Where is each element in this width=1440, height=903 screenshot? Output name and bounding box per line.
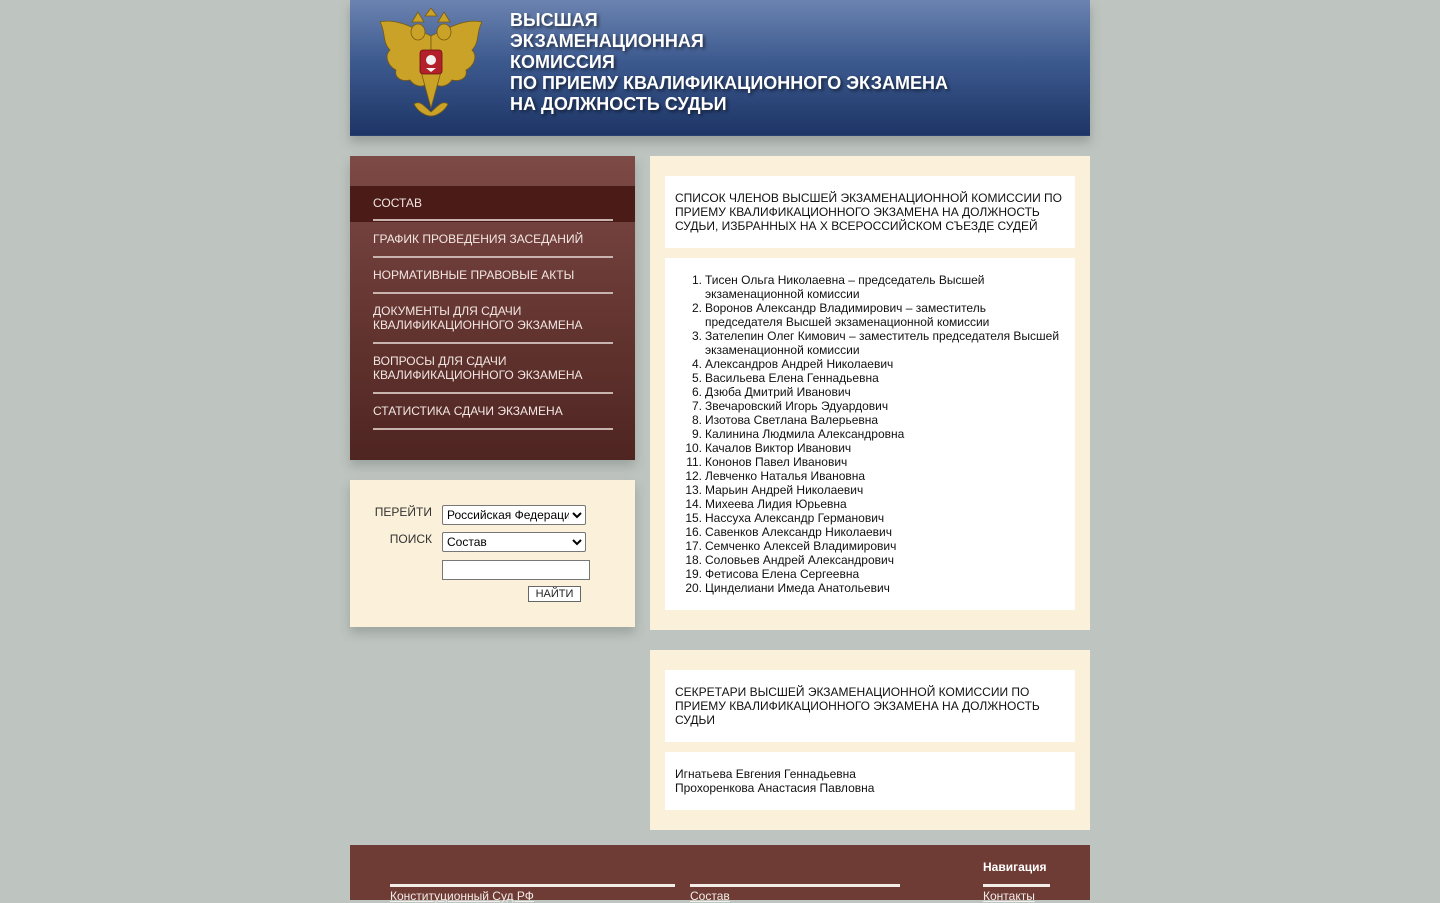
members-heading: СПИСОК ЧЛЕНОВ ВЫСШЕЙ ЭКЗАМЕНАЦИОННОЙ КОМИССИИ ПО ПРИЕМУ КВАЛИФИКАЦИОННОГО ЭКЗАМЕНА НА ДОЛЖНОСТЬ СУДЬИ, ИЗБРАННЫХ НА X ВСЕРОССИЙСКОМ СЪЕЗДЕ СУДЕЙ xyxy=(675,191,1062,233)
menu-item-questions[interactable] xyxy=(350,344,635,394)
member-name: Нассуха Александр Германович xyxy=(705,511,885,525)
secretary-name: Прохоренкова Анастасия Павловна xyxy=(675,781,875,795)
footer-link-composition[interactable]: Состав xyxy=(690,889,730,903)
member-name: Качалов Виктор Иванович xyxy=(705,441,852,455)
site-title-line: ЭКЗАМЕНАЦИОННАЯ xyxy=(510,31,704,51)
site-title-line: ВЫСШАЯ xyxy=(510,10,598,30)
menu-item-statistics[interactable] xyxy=(350,394,635,430)
member-name: Семченко Алексей Владимирович xyxy=(705,539,897,553)
menu-item-schedule[interactable] xyxy=(350,222,635,258)
site-title xyxy=(510,10,948,115)
russian-coat-of-arms-icon[interactable] xyxy=(374,8,488,118)
member-name: Зателепин Олег Кимович – заместитель председателя Высшей экзаменационной комиссии xyxy=(705,329,1060,357)
member-name: Звечаровский Игорь Эдуардович xyxy=(705,399,889,413)
menu-divider xyxy=(373,219,613,221)
member-number: 4. xyxy=(691,357,702,371)
member-item xyxy=(691,357,1065,371)
menu-item-label: СТАТИСТИКА СДАЧИ ЭКЗАМЕНА xyxy=(373,404,563,418)
member-name: Тисен Ольга Николаевна – председатель Высшей экзаменационной комиссии xyxy=(705,273,985,301)
member-name: Соловьев Андрей Александрович xyxy=(705,553,894,567)
footer-divider xyxy=(690,884,900,887)
member-number: 10. xyxy=(685,441,702,455)
footer-divider xyxy=(390,884,675,887)
member-number: 1. xyxy=(691,273,702,287)
member-name: Калинина Людмила Александровна xyxy=(705,427,905,441)
member-name: Александров Андрей Николаевич xyxy=(705,357,894,371)
member-item xyxy=(691,371,1065,385)
search-section-select[interactable] xyxy=(442,532,586,552)
menu-item-sostav[interactable] xyxy=(350,186,635,222)
secretary-name: Игнатьева Евгения Геннадьевна xyxy=(675,767,856,781)
member-number: 2. xyxy=(691,301,702,315)
member-name: Савенков Александр Николаевич xyxy=(705,525,893,539)
member-item xyxy=(685,497,1065,511)
member-name: Фетисова Елена Сергеевна xyxy=(705,567,860,581)
member-name: Михеева Лидия Юрьевна xyxy=(705,497,847,511)
member-number: 5. xyxy=(691,371,702,385)
member-number: 19. xyxy=(685,567,702,581)
site-title-line: НА ДОЛЖНОСТЬ СУДЬИ xyxy=(510,94,727,114)
member-number: 3. xyxy=(691,329,702,343)
member-name: Воронов Александр Владимирович – заместитель председателя Высшей экзаменационной комиссии xyxy=(705,301,990,329)
member-item xyxy=(691,399,1065,413)
menu-item-label: ГРАФИК ПРОВЕДЕНИЯ ЗАСЕДАНИЙ xyxy=(373,232,584,246)
member-item xyxy=(691,273,1065,301)
member-name: Цинделиани Имеда Анатольевич xyxy=(705,581,890,595)
find-button[interactable]: НАЙТИ xyxy=(528,586,581,602)
side-menu xyxy=(350,156,635,460)
goto-label: ПЕРЕЙТИ xyxy=(374,505,432,519)
search-input[interactable] xyxy=(442,560,590,580)
member-item xyxy=(685,511,1065,525)
member-number: 9. xyxy=(691,427,702,441)
member-item xyxy=(691,385,1065,399)
member-item xyxy=(691,413,1065,427)
member-item xyxy=(685,469,1065,483)
member-number: 18. xyxy=(685,553,702,567)
member-item xyxy=(691,329,1065,357)
member-number: 15. xyxy=(685,511,702,525)
search-label: ПОИСК xyxy=(389,532,432,546)
menu-item-documents[interactable] xyxy=(350,294,635,344)
member-number: 7. xyxy=(691,399,702,413)
members-list-box xyxy=(665,258,1075,610)
site-title-line: ПО ПРИЕМУ КВАЛИФИКАЦИОННОГО ЭКЗАМЕНА xyxy=(510,73,948,93)
secretaries-list xyxy=(675,767,1065,795)
site-header xyxy=(350,0,1090,136)
member-item xyxy=(686,455,1065,469)
member-name: Кононов Павел Иванович xyxy=(705,455,848,469)
member-number: 8. xyxy=(691,413,702,427)
footer-nav-title: Навигация xyxy=(983,860,1047,874)
member-item xyxy=(685,539,1065,553)
secretaries-heading: СЕКРЕТАРИ ВЫСШЕЙ ЭКЗАМЕНАЦИОННОЙ КОМИССИИ ПО ПРИЕМУ КВАЛИФИКАЦИОННОГО ЭКЗАМЕНА НА ДОЛЖНОСТЬ СУДЬИ xyxy=(675,685,1040,727)
members-section xyxy=(650,156,1090,630)
member-item xyxy=(691,427,1065,441)
footer-link-contacts[interactable]: Контакты xyxy=(983,889,1035,903)
member-name: Васильева Елена Геннадьевна xyxy=(705,371,879,385)
member-number: 13. xyxy=(685,483,702,497)
secretaries-heading-box xyxy=(665,670,1075,742)
member-item xyxy=(685,567,1065,581)
site-title-line: КОМИССИЯ xyxy=(510,52,615,72)
member-name: Левченко Наталья Ивановна xyxy=(705,469,866,483)
members-list xyxy=(675,273,1065,595)
secretaries-list-box xyxy=(665,752,1075,810)
menu-item-label: НОРМАТИВНЫЕ ПРАВОВЫЕ АКТЫ xyxy=(373,268,575,282)
secretaries-section xyxy=(650,650,1090,830)
member-name: Изотова Светлана Валерьевна xyxy=(705,413,879,427)
member-item xyxy=(685,525,1065,539)
member-number: 11. xyxy=(686,455,702,469)
member-number: 17. xyxy=(685,539,702,553)
member-item xyxy=(691,301,1065,329)
member-item xyxy=(685,483,1065,497)
member-number: 14. xyxy=(685,497,702,511)
menu-item-label: ВОПРОСЫ ДЛЯ СДАЧИ КВАЛИФИКАЦИОННОГО ЭКЗАМЕНА xyxy=(373,354,583,382)
member-number: 12. xyxy=(685,469,702,483)
member-item xyxy=(685,581,1065,595)
member-item xyxy=(685,441,1065,455)
search-panel xyxy=(350,480,635,627)
menu-item-label: СОСТАВ xyxy=(373,196,422,210)
member-number: 6. xyxy=(691,385,702,399)
site-footer xyxy=(350,845,1090,903)
member-number: 20. xyxy=(685,581,702,595)
members-heading-box xyxy=(665,176,1075,248)
footer-link-court[interactable]: Конституционный Суд РФ xyxy=(390,889,534,903)
footer-divider xyxy=(983,884,1050,887)
member-name: Марьин Андрей Николаевич xyxy=(705,483,864,497)
menu-item-acts[interactable] xyxy=(350,258,635,294)
member-number: 16. xyxy=(685,525,702,539)
goto-select[interactable] xyxy=(442,505,586,525)
menu-item-label: ДОКУМЕНТЫ ДЛЯ СДАЧИ КВАЛИФИКАЦИОННОГО ЭКЗАМЕНА xyxy=(373,304,583,332)
member-item xyxy=(685,553,1065,567)
member-name: Дзюба Дмитрий Иванович xyxy=(705,385,851,399)
menu-divider xyxy=(373,428,613,430)
